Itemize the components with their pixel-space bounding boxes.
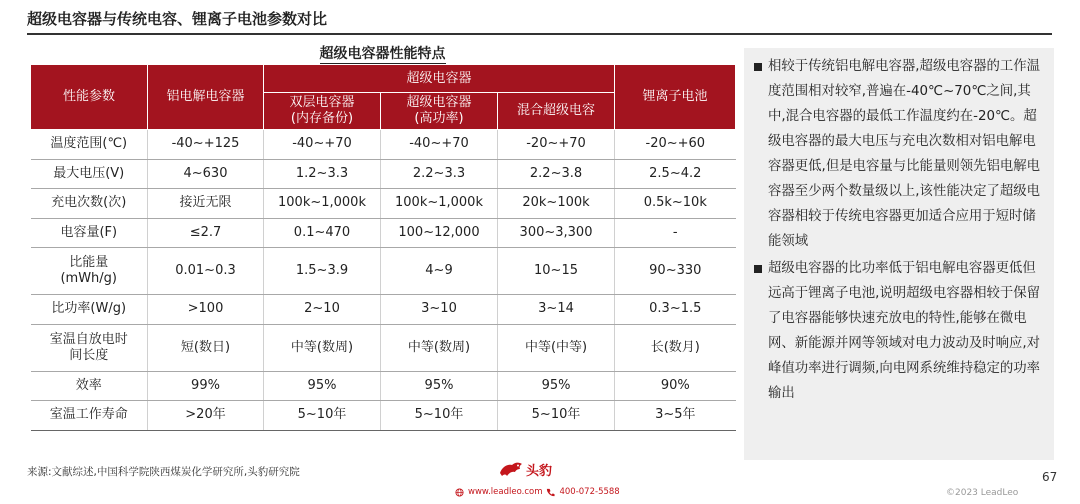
header-power-line1: 超级电容器 bbox=[406, 95, 472, 111]
cell-edlc: 5~10年 bbox=[264, 401, 381, 431]
row-param-line2: 间长度 bbox=[69, 347, 109, 363]
square-bullet-icon bbox=[754, 265, 762, 273]
cell-power: 100k~1,000k bbox=[381, 189, 498, 219]
row-param-line1: 比能量 bbox=[69, 255, 109, 271]
cell-edlc: 2~10 bbox=[264, 295, 381, 325]
cell-hybrid: 中等(中等) bbox=[498, 324, 615, 371]
cell-lithium: 90% bbox=[615, 371, 736, 401]
cell-power: -40~+70 bbox=[381, 130, 498, 160]
cell-edlc: 100k~1,000k bbox=[264, 189, 381, 219]
header-edlc-line1: 双层电容器 bbox=[289, 95, 355, 111]
cell-aluminum: ≤2.7 bbox=[148, 218, 264, 248]
cell-edlc: 中等(数周) bbox=[264, 324, 381, 371]
row-param: 效率 bbox=[31, 371, 148, 401]
square-bullet-icon bbox=[754, 63, 762, 71]
summary-panel bbox=[744, 48, 1054, 460]
row-param-line1: 室温自放电时 bbox=[49, 331, 128, 347]
leopard-logo-icon bbox=[498, 459, 524, 479]
table-caption bbox=[30, 43, 735, 63]
row-param bbox=[31, 324, 148, 371]
summary-bullet bbox=[754, 54, 1046, 254]
row-param: 电容量(F) bbox=[31, 218, 148, 248]
cell-aluminum: >20年 bbox=[148, 401, 264, 431]
cell-lithium: 90~330 bbox=[615, 248, 736, 295]
phone-icon bbox=[546, 488, 555, 497]
cell-hybrid: 300~3,300 bbox=[498, 218, 615, 248]
cell-power: 95% bbox=[381, 371, 498, 401]
table-row bbox=[31, 401, 736, 431]
cell-hybrid: 95% bbox=[498, 371, 615, 401]
cell-hybrid: 2.2~3.8 bbox=[498, 159, 615, 189]
page-title: 超级电容器与传统电容、锂离子电池参数对比 bbox=[27, 10, 328, 28]
globe-icon bbox=[455, 488, 464, 497]
table-row bbox=[31, 324, 736, 371]
cell-lithium: 0.5k~10k bbox=[615, 189, 736, 219]
cell-lithium: - bbox=[615, 218, 736, 248]
cell-power: 5~10年 bbox=[381, 401, 498, 431]
table-row bbox=[31, 189, 736, 219]
summary-text: 相较于传统铝电解电容器,超级电容器的工作温度范围相对较窄,普遍在-40℃~70℃之间,其中,混合电容器的最低工作温度约在-20℃。超级电容器的最大电压与充电次数相对铝电解电容器更低,但是电容量与比能量则领先铝电解电容器至少两个数量级以上,该性能决定了超级电容器相较于传统电容器更加适合应用于短时储能领域 bbox=[768, 59, 1041, 249]
table-row bbox=[31, 248, 736, 295]
cell-hybrid: 5~10年 bbox=[498, 401, 615, 431]
summary-bullet bbox=[754, 256, 1046, 406]
cell-edlc: 0.1~470 bbox=[264, 218, 381, 248]
table-caption-text: 超级电容器性能特点 bbox=[319, 46, 446, 62]
cell-edlc: 1.5~3.9 bbox=[264, 248, 381, 295]
contact-line bbox=[455, 487, 620, 497]
cell-lithium: 0.3~1.5 bbox=[615, 295, 736, 325]
table-row bbox=[31, 371, 736, 401]
table-row bbox=[31, 218, 736, 248]
row-param: 最大电压(V) bbox=[31, 159, 148, 189]
cell-aluminum: 短(数日) bbox=[148, 324, 264, 371]
source-note: 来源:文献综述,中国科学院陕西煤炭化学研究所,头豹研究院 bbox=[27, 466, 300, 478]
row-param bbox=[31, 248, 148, 295]
title-divider bbox=[27, 33, 1052, 35]
header-lithium: 锂离子电池 bbox=[615, 65, 736, 130]
cell-aluminum: -40~+125 bbox=[148, 130, 264, 160]
row-param: 室温工作寿命 bbox=[31, 401, 148, 431]
copyright: ©2023 LeadLeo bbox=[946, 488, 1019, 498]
cell-lithium: -20~+60 bbox=[615, 130, 736, 160]
brand-logo bbox=[498, 459, 552, 479]
cell-aluminum: 99% bbox=[148, 371, 264, 401]
comparison-table bbox=[30, 64, 736, 431]
cell-hybrid: 20k~100k bbox=[498, 189, 615, 219]
header-supercap-group: 超级电容器 bbox=[264, 65, 615, 93]
website-link[interactable]: www.leadleo.com bbox=[468, 487, 543, 497]
cell-power: 中等(数周) bbox=[381, 324, 498, 371]
cell-lithium: 3~5年 bbox=[615, 401, 736, 431]
cell-power: 100~12,000 bbox=[381, 218, 498, 248]
cell-edlc: 1.2~3.3 bbox=[264, 159, 381, 189]
cell-power: 2.2~3.3 bbox=[381, 159, 498, 189]
phone-number: 400-072-5588 bbox=[559, 487, 620, 497]
cell-aluminum: 4~630 bbox=[148, 159, 264, 189]
cell-lithium: 长(数月) bbox=[615, 324, 736, 371]
cell-aluminum: 0.01~0.3 bbox=[148, 248, 264, 295]
row-param: 充电次数(次) bbox=[31, 189, 148, 219]
table-row bbox=[31, 130, 736, 160]
header-edlc-line2: (内存备份) bbox=[290, 111, 354, 126]
cell-edlc: -40~+70 bbox=[264, 130, 381, 160]
cell-aluminum: >100 bbox=[148, 295, 264, 325]
cell-edlc: 95% bbox=[264, 371, 381, 401]
cell-hybrid: 3~14 bbox=[498, 295, 615, 325]
row-param: 温度范围(℃) bbox=[31, 130, 148, 160]
row-param: 比功率(W/g) bbox=[31, 295, 148, 325]
cell-hybrid: 10~15 bbox=[498, 248, 615, 295]
cell-lithium: 2.5~4.2 bbox=[615, 159, 736, 189]
cell-power: 4~9 bbox=[381, 248, 498, 295]
summary-list bbox=[744, 48, 1054, 406]
cell-aluminum: 接近无限 bbox=[148, 189, 264, 219]
header-aluminum: 铝电解电容器 bbox=[148, 65, 264, 130]
header-param: 性能参数 bbox=[31, 65, 148, 130]
brand-name: 头豹 bbox=[526, 463, 553, 479]
table-row bbox=[31, 159, 736, 189]
header-power-line2: (高功率) bbox=[414, 111, 464, 126]
cell-power: 3~10 bbox=[381, 295, 498, 325]
header-edlc bbox=[264, 93, 381, 130]
cell-hybrid: -20~+70 bbox=[498, 130, 615, 160]
summary-text: 超级电容器的比功率低于铝电解电容器更低但远高于锂离子电池,说明超级电容器相较于保留了电容器能够快速充放电的特性,能够在微电网、新能源并网等领域对电力波动及时响应,对峰值功率进行调频,向电网系统维持稳定的功率输出 bbox=[768, 261, 1041, 401]
row-param-line2: (mWh/g) bbox=[60, 271, 118, 286]
page-number: 67 bbox=[1042, 470, 1058, 484]
table-header-row bbox=[31, 65, 736, 93]
header-power bbox=[381, 93, 498, 130]
table-row bbox=[31, 295, 736, 325]
header-hybrid: 混合超级电容 bbox=[498, 93, 615, 130]
